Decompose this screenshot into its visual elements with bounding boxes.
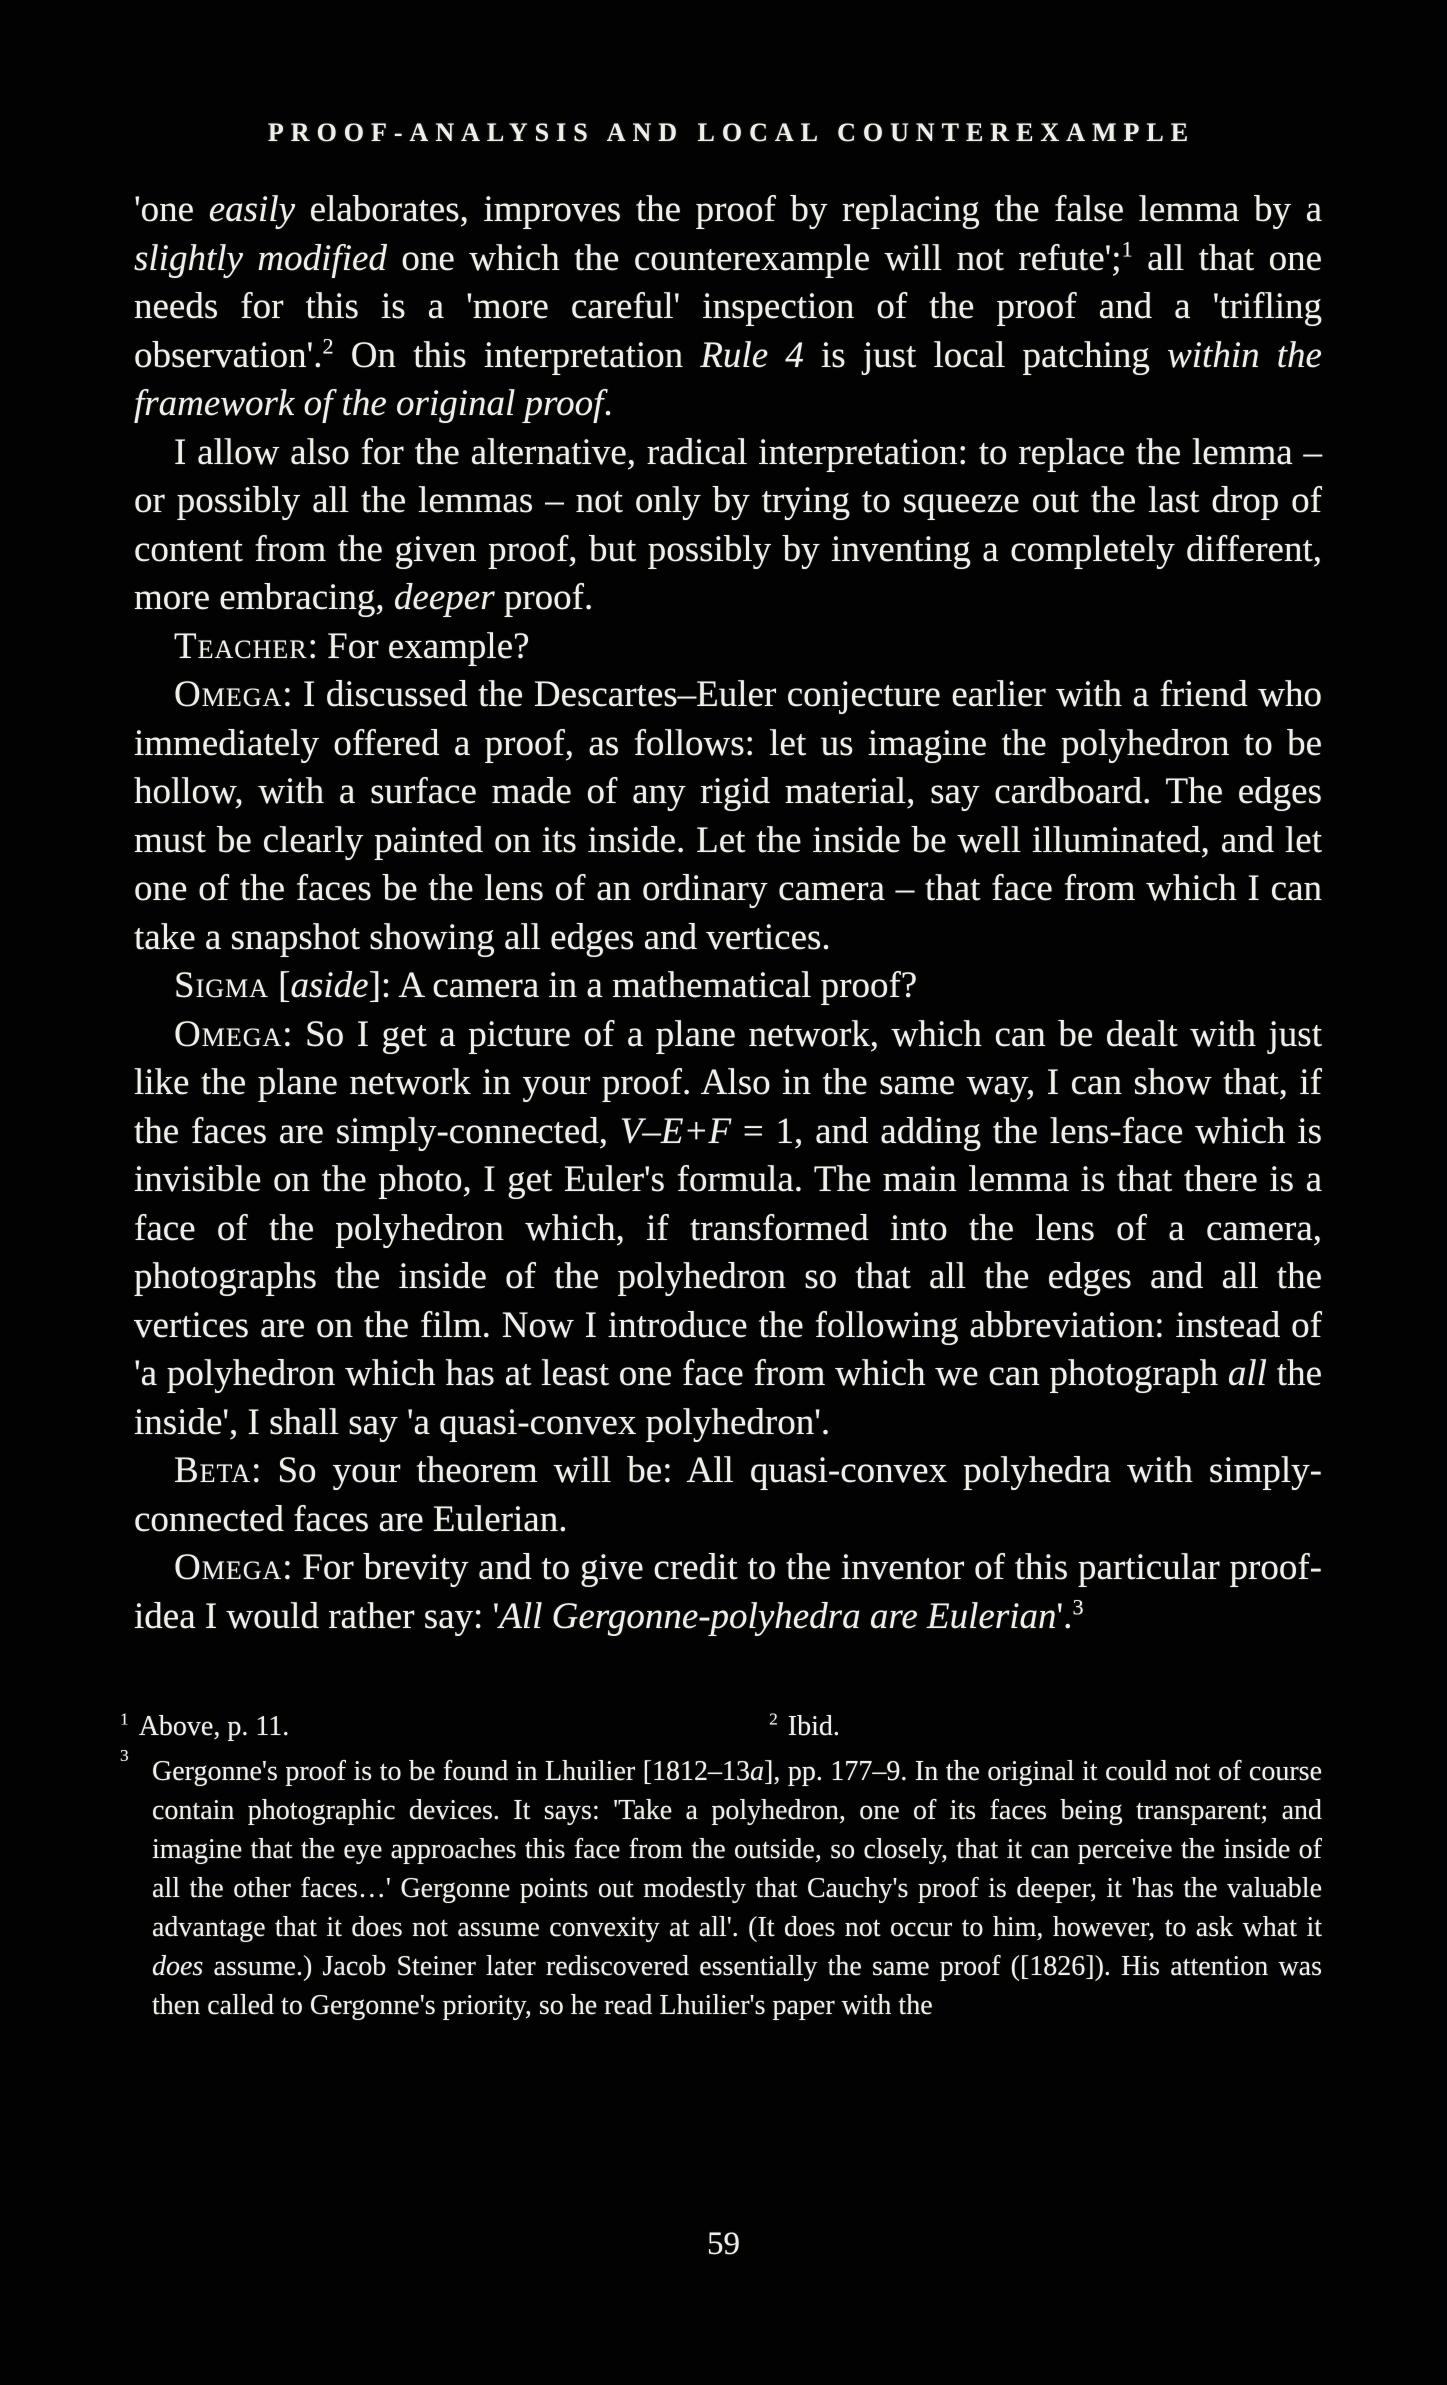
- footnote-ref: 2: [322, 333, 334, 359]
- text-run: one which the counterexample will not refute';: [386, 237, 1122, 279]
- text-run: ], pp. 177–9. In the original it could not of course contain photographic devices. It says: 'Take a polyhedron, one of its faces being transparent; and imagine that the eye approaches this face from the outside, so closely, that it can perceive the inside of all the other faces…' Gergonne points out modestly that Cauchy's proof is deeper, it 'has the valuable advantage that it does not assume convexity at all'. (It does not occur to him, however, to ask what it: [152, 1756, 1322, 1943]
- text-run: deeper: [393, 577, 495, 618]
- text-run: within the framework of the original proof: [134, 334, 1322, 424]
- text-run: proof.: [494, 577, 594, 618]
- text-run: Ibid.: [787, 1711, 840, 1742]
- text-column: [120, 118, 1322, 2025]
- text-run: Gergonne's proof is to be found in Lhuilier [1812–13: [152, 1756, 751, 1787]
- text-run: : For example?: [307, 625, 530, 667]
- text-run: all: [1227, 1353, 1267, 1394]
- paragraph-intro-quote: [134, 186, 1322, 429]
- text-run: .: [603, 383, 613, 424]
- footnote-marker-3: 3: [120, 1746, 129, 1765]
- text-run: Omega: [174, 674, 283, 715]
- text-run: ]: A camera in a mathematical proof?: [368, 965, 918, 1006]
- footnote-1: [120, 1707, 769, 1746]
- dialogue-omega-camera-proof: [134, 671, 1322, 962]
- text-run: slightly modified: [134, 237, 387, 279]
- footnote-1-text: [139, 1711, 290, 1742]
- text-run: Omega: [174, 1547, 283, 1588]
- text-run: : So your theorem will be: All quasi-convex polyhedra with simply-connected faces are Eulerian.: [134, 1450, 1322, 1540]
- text-run: does: [152, 1951, 204, 1982]
- paragraph-radical-interpretation: [134, 429, 1322, 623]
- dialogue-omega-gergonne-polyhedra: [134, 1544, 1322, 1641]
- text-run: the inside', I shall say 'a quasi-convex polyhedron'.: [134, 1353, 1322, 1443]
- text-run: easily: [208, 189, 296, 230]
- dialogue-beta-theorem: [134, 1447, 1322, 1544]
- text-run: Sigma: [174, 965, 269, 1006]
- footnote-marker-2: 2: [769, 1709, 778, 1729]
- footnotes: [120, 1707, 1322, 2025]
- text-run: Omega: [174, 1013, 283, 1055]
- text-run: elaborates, improves the proof by replacing the false lemma by a: [295, 189, 1322, 230]
- text-run: [: [268, 965, 291, 1006]
- text-run: Above, p. 11.: [138, 1711, 290, 1742]
- text-run: 'one: [134, 189, 209, 230]
- footnote-ref: 3: [1072, 1594, 1084, 1620]
- text-run: Teacher: [174, 625, 308, 667]
- text-run: a: [750, 1756, 765, 1787]
- text-run: Rule 4: [700, 334, 804, 376]
- footnote-ref: 1: [1121, 236, 1133, 262]
- text-run: assume.) Jacob Steiner later rediscovered essentially the same proof ([1826]). His attention was then called to Gergonne's priority, so he read Lhuilier's paper with the: [152, 1951, 1322, 2021]
- text-run: all that one needs for this is a 'more careful' inspection of the proof and a 'trifling observation'.: [134, 237, 1322, 376]
- text-run: : So I get a picture of a plane network, which can be dealt with just like the plane network in your proof. Also in the same way, I can show that, if the faces are simply-connected,: [134, 1013, 1322, 1152]
- footnote-2: [769, 1707, 840, 1746]
- footnote-3-text: [152, 1752, 1322, 2025]
- page-number: 59: [707, 2226, 740, 2262]
- text-run: aside: [290, 965, 369, 1006]
- text-run: On this interpretation: [333, 334, 701, 376]
- text-run: V–E+F: [619, 1110, 732, 1152]
- text-run: All Gergonne-polyhedra are Eulerian: [499, 1595, 1057, 1637]
- footnote-3: [120, 1746, 1322, 2025]
- dialogue-omega-plane-network: [134, 1011, 1322, 1448]
- text-run: '.: [1056, 1595, 1073, 1637]
- running-head: PROOF-ANALYSIS AND LOCAL COUNTEREXAMPLE: [267, 118, 1196, 147]
- text-run: Beta: [174, 1450, 252, 1491]
- text-run: = 1, and adding the lens-face which is invisible on the photo, I get Euler's formula. The main lemma is that there is a face of the polyhedron which, if transformed into the lens of a camera, photographs the inside of the polyhedron so that all the edges and all the vertices are on the film. Now I introduce the following abbreviation: instead of 'a polyhedron which has at least one face from which we can photograph: [134, 1110, 1322, 1394]
- text-run: I allow also for the alternative, radical interpretation: to replace the lemma – or possibly all the lemmas – not only by trying to squeeze out the last drop of content from the given proof, but possibly by inventing a completely different, more embracing,: [134, 431, 1322, 618]
- text-run: is just local patching: [803, 334, 1168, 376]
- footnote-marker-1: 1: [120, 1709, 129, 1729]
- text-run: : I discussed the Descartes–Euler conjecture earlier with a friend who immediately offered a proof, as follows: let us imagine the polyhedron to be hollow, with a surface made of any rigid material, say cardboard. The edges must be clearly painted on its inside. Let the inside be well illuminated, and let one of the faces be the lens of an ordinary camera – that face from which I can take a snapshot showing all edges and vertices.: [134, 674, 1322, 958]
- dialogue-teacher: [134, 623, 1322, 672]
- dialogue-sigma-aside: [134, 962, 1322, 1011]
- footnote-2-text: [788, 1711, 840, 1742]
- footnote-row: [120, 1707, 1322, 1746]
- body-text: [134, 186, 1322, 1641]
- text-run: : For brevity and to give credit to the inventor of this particular proof-idea I would rather say: ': [134, 1547, 1322, 1637]
